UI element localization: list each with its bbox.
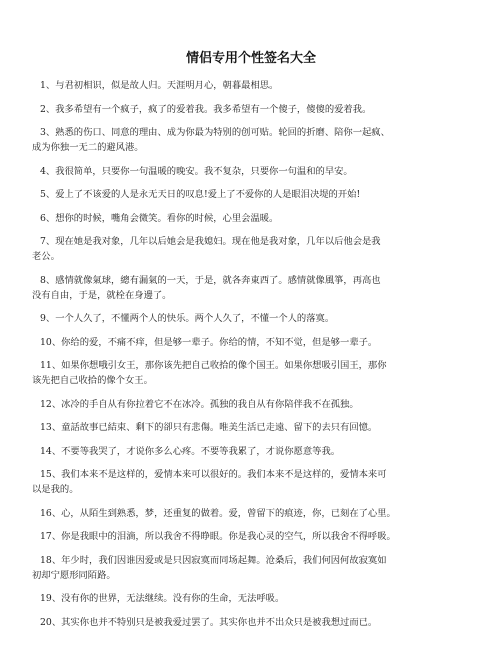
entry-text-continued: 老公。 — [32, 251, 60, 262]
entry-text-continued: 成为你独一无二的避风港。 — [32, 142, 144, 153]
signature-entry — [32, 102, 472, 117]
entry-text: 20、其实你也并不特别只是被我爱过罢了。其实你也并不出众只是被我想过而已。 — [40, 616, 378, 628]
entry-text: 16、心，从陌生到熟悉，梦，还重复的做着。爱，曾留下的痕迹，你，已刻在了心里。 — [40, 507, 396, 519]
signature-entry — [32, 397, 472, 412]
entry-text: 3、熟悉的伤口、同意的理由、成为你最为特别的创可贴。轮回的折磨、陪你一起疯、 — [40, 127, 390, 138]
signature-entry — [32, 420, 472, 435]
signature-entry — [32, 187, 472, 202]
signature-entry — [32, 164, 472, 179]
entry-text: 11、如果你想哦引女王，那你该先把自己收拾的像个国王。如果你想吸引国王，那你 — [40, 360, 387, 371]
signature-entry — [32, 615, 472, 630]
signature-entry — [32, 553, 472, 583]
signature-entry — [32, 78, 472, 93]
entry-text: 1、与君初相识，似是故人归。天涯明月心，朝暮最相思。 — [40, 80, 279, 91]
entry-text: 13、童話故事已結束、剩下的卻只有悲傷。唯美生活已走遠、留下的去只有回憶。 — [40, 422, 378, 433]
entry-text: 4、我很简单，只要你一句温暖的晚安。我不复杂，只要你一句温和的早安。 — [40, 165, 353, 177]
signature-entry — [32, 591, 472, 606]
entry-text: 5、爱上了不该爱的人是永无天日的叹息!爱上了不爱你的人是眼泪决堤的开始! — [40, 189, 361, 200]
entry-text: 2、我多希望有一个疯子，疯了的爱着我。我多希望有一个傻子，傻傻的爱着我。 — [40, 103, 372, 115]
entry-text: 12、冰冷的手自从有你拉着它不在冰冷。孤独的我自从有你陪伴我不在孤独。 — [40, 398, 359, 410]
document-title: 情侣专用个性签名大全 — [185, 51, 316, 66]
entry-text: 9、一个人久了，不懂两个人的快乐。两个人久了，不懂一个人的落寞。 — [40, 313, 335, 324]
signature-entry — [32, 234, 472, 264]
entry-text-continued: 初却宁愿形同陌路。 — [32, 569, 116, 581]
signature-entry — [32, 467, 472, 497]
entry-text: 15、我们本来不是这样的，爱情本来可以很好的。我们本来不是这样的，爱情本来可 — [40, 469, 387, 480]
signature-entry — [32, 273, 472, 303]
signature-entry — [32, 529, 472, 544]
entry-text-continued: 该先把自己收拾的像个女王。 — [32, 375, 153, 386]
entry-text: 8、感情就像氣球，總有漏氣的一天，于是，就各奔東西了。感情就像風箏，再高也 — [40, 274, 381, 286]
signature-entry — [32, 311, 472, 326]
entry-text: 19、没有你的世界，无法继续。没有你的生命，无法呼吸。 — [40, 593, 285, 604]
signature-entry — [32, 211, 472, 226]
entry-text: 18、年少时，我们因谁因爱或是只因寂寞而同场起舞。沧桑后，我们何因何故寂寞如 — [40, 554, 387, 566]
signature-list — [32, 78, 472, 638]
signature-entry — [32, 125, 472, 155]
entry-text: 6、想你的时候，嘴角会微笑。看你的时候，心里会温暖。 — [40, 212, 279, 224]
signature-entry — [32, 358, 472, 388]
signature-entry — [32, 444, 472, 459]
entry-text-continued: 以是我的。 — [32, 484, 79, 495]
entry-text: 10、你给的爱，不痛不痒，但是够一辈子。你给的情，不知不觉，但是够一辈子。 — [40, 336, 378, 348]
entry-text-continued: 没有自由，于是，就栓在身邊了。 — [32, 289, 172, 301]
signature-entry — [32, 506, 472, 521]
entry-text: 17、你是我眼中的泪滴，所以我舍不得睁眼。你是我心灵的空气，所以我舍不得呼吸。 — [40, 531, 396, 542]
signature-entry — [32, 335, 472, 350]
entry-text: 7、现在她是我对象，几年以后她会是我媳妇。现在他是我对象，几年以后他会是我 — [40, 236, 381, 247]
entry-text: 14、不要等我哭了，才说你多么心疼。不要等我累了，才说你愿意等我。 — [40, 445, 341, 457]
